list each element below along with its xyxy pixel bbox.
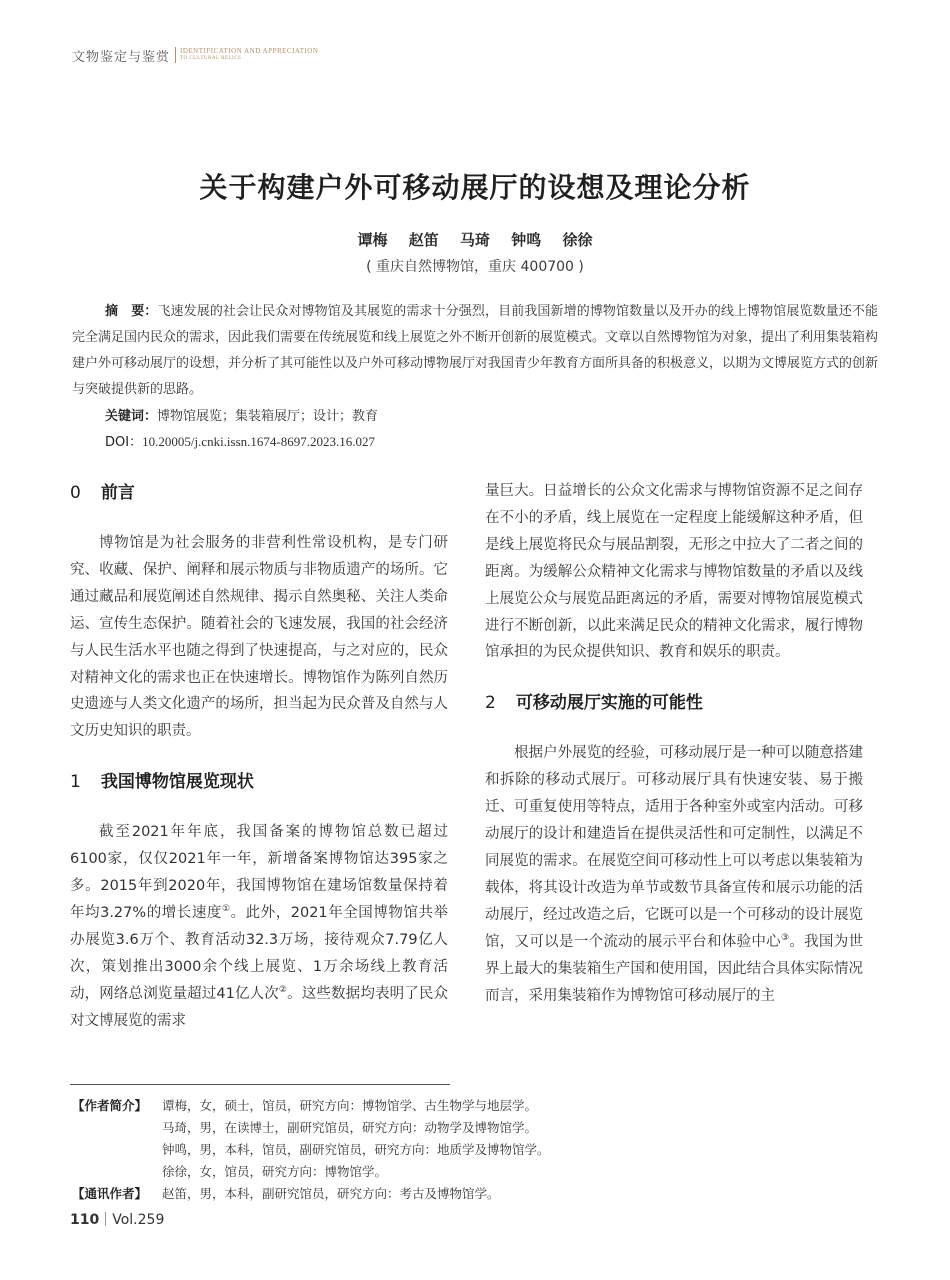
journal-name-en-line1: IDENTIFICATION AND APPRECIATION [180,47,319,55]
journal-name-en [180,47,318,63]
author-list [0,229,950,250]
possibility-paragraph [485,740,863,1009]
paper-title: 关于构建户外可移动展厅的设想及理论分析 [199,171,751,204]
section-number: 2 [485,693,496,714]
footnote-ref[interactable]: ② [278,984,288,995]
page-footer [70,1212,164,1228]
keywords [105,405,378,424]
section-number: 0 [70,483,81,503]
status-paragraph [70,819,448,1034]
section-heading-0 [70,478,448,508]
footnote-ref[interactable]: ① [221,904,231,915]
section-heading-1 [70,767,448,797]
author-name: 赵笛 [408,231,439,249]
keywords-label: 关键词： [105,409,158,424]
footnote-rule [70,1084,450,1085]
abstract-label: 摘 要： [105,304,158,319]
running-header [72,44,318,66]
abstract [72,299,878,403]
paragraph-text: 截至2021年年底，我国备案的博物馆总数已超过6100家，仅仅2021年一年，新增备案博物馆达395家之多。2015年到2020年，我国博物馆在建场馆数量保持着年均3.27%的增长速度 [70,824,448,921]
author-info: 钟鸣，男，本科，馆员，副研究馆员，研究方向：地质学及博物馆学。 [162,1142,550,1157]
author-name: 马琦 [459,231,490,249]
corresponding-author-label: 【通讯作者】 [72,1186,148,1201]
journal-name-en-line2: TO CULTURAL RELICS [180,56,242,61]
section-title: 可移动展厅实施的可能性 [515,693,703,714]
paragraph-text: 。我国为世界上最大的集装箱生产国和使用国，因此结合具体实际情况而言，采用集装箱作为博物馆可移动展厅的主 [485,933,863,1004]
author-notes [72,1095,550,1205]
section-heading-2 [485,688,863,718]
section-number: 1 [70,772,81,793]
footer-divider [105,1212,106,1226]
section-title: 前言 [100,483,135,503]
paragraph-text: 。这些数据均表明了民众对文博展览的需求 [70,985,449,1029]
paragraph-text: 。此外，2021年全国博物馆共举办展览3.6万个、教育活动32.3万场，接待观众7.79亿人次，策划推出3000余个线上展览、1万余场线上教育活动，网络总浏览量超过41亿人次 [70,904,449,1002]
author-name: 谭梅 [357,231,388,249]
doi-label: DOI： [105,435,143,450]
author-info: 徐徐，女，馆员，研究方向：博物馆学。 [162,1164,388,1179]
author-info: 马琦，男，在读博士，副研究馆员，研究方向：动物学及博物馆学。 [162,1120,538,1135]
left-column [70,478,448,1035]
author-name: 钟鸣 [511,231,542,249]
right-column [485,478,863,1009]
status-paragraph-continued: 量巨大。日益增长的公众文化需求与博物馆资源不足之间存在不小的矛盾，线上展览在一定程度上能缓解这种矛盾，但是线上展览将民众与展品割裂，无形之中拉大了二者之间的距离。为缓解公众精神文化需求与博物馆数量的矛盾以及线上展览公众与展览品距离远的矛盾，需要对博物馆展览模式进行不断创新，以此来满足民众的精神文化需求，履行博物馆承担的为民众提供知识、教育和娱乐的职责。 [485,483,863,661]
affiliation: ( 重庆自然博物馆，重庆 400700 ) [366,259,584,275]
journal-name-cn: 文物鉴定与鉴赏 [72,49,171,65]
section-title: 我国博物馆展览现状 [100,772,254,793]
author-info-label: 【作者简介】 [72,1098,148,1113]
doi-text: 10.20005/j.cnki.issn.1674-8697.2023.16.027 [142,434,375,449]
footnote-ref[interactable]: ③ [780,932,790,943]
author-info: 谭梅，女，硕士，馆员，研究方向：博物馆学、古生物学与地层学。 [162,1098,538,1113]
intro-paragraph: 博物馆是为社会服务的非营利性常设机构，是专门研究、收藏、保护、阐释和展示物质与非物质遗产的场所。它通过藏品和展览阐述自然规律、揭示自然奥秘、关注人类命运、宣传生态保护。随着社会的飞速发展，我国的社会经济与人民生活水平也随之得到了快速提高，与之对应的，民众对精神文化的需求也正在快速增长。博物馆作为陈列自然历史遗迹与人类文化遗产的场所，担当起为民众普及自然与人文历史知识的职责。 [70,535,448,740]
corresponding-author: 赵笛，男，本科，副研究馆员，研究方向：考古及博物馆学。 [162,1186,500,1201]
page-number: 110 [70,1212,100,1228]
author-name: 徐徐 [562,231,593,249]
paragraph-text: 根据户外展览的经验，可移动展厅是一种可以随意搭建和拆除的移动式展厅。可移动展厅具有快速安装、易于搬迁、可重复使用等特点，适用于各种室外或室内活动。可移动展厅的设计和建造旨在提供灵活性和可定制性，以满足不同展览的需求。在展览空间可移动性上可以考虑以集装箱为载体，将其设计改造为单节或数节具备宣传和展示功能的活动展厅，经过改造之后，它既可以是一个可移动的设计展览馆，又可以是一个流动的展示平台和体验中心 [485,745,863,950]
abstract-text: 飞速发展的社会让民众对博物馆及其展览的需求十分强烈，目前我国新增的博物馆数量以及开办的线上博物馆展览数量还不能完全满足国内民众的需求，因此我们需要在传统展览和线上展览之外不断开创新的展览模式。文章以自然博物馆为对象，提出了利用集装箱构建户外可移动展厅的设想，并分析了其可能性以及户外可移动博物展厅对我国青少年教育方面所具备的积极意义，以期为文博展览方式的创新与突破提供新的思路。 [72,304,879,397]
doi [105,431,375,450]
keywords-text: 博物馆展览；集装箱展厅；设计；教育 [157,409,379,424]
volume-number: Vol.259 [112,1212,165,1228]
header-divider [175,47,176,63]
